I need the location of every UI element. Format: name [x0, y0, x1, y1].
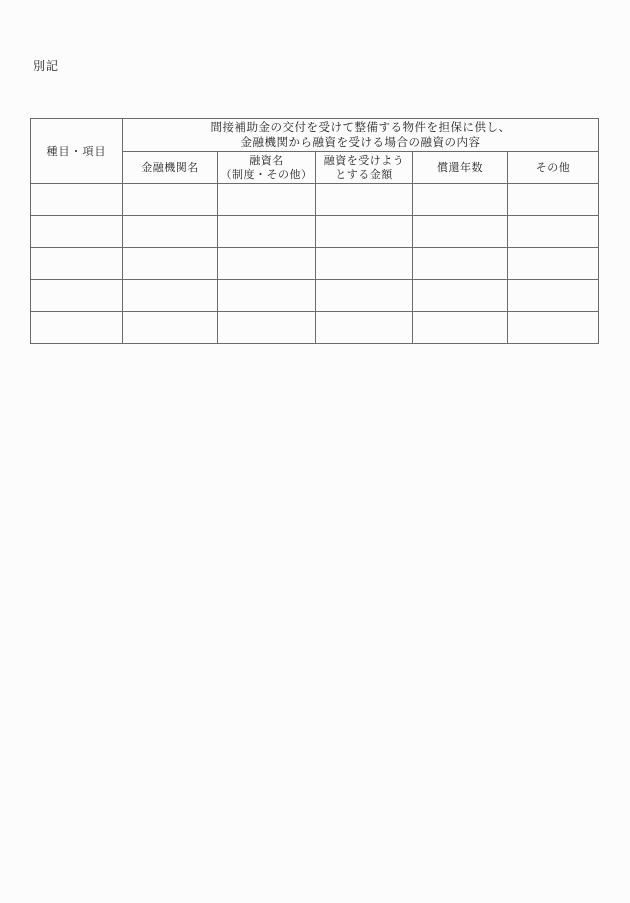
- table-cell: [218, 216, 316, 248]
- table-cell: [316, 248, 413, 280]
- table-cell: [413, 216, 508, 248]
- column-header-loan-amount: [316, 152, 413, 184]
- column-header-label: 融資を受けよう: [323, 153, 405, 167]
- table-cell: [31, 216, 123, 248]
- column-header-repayment-years: [413, 152, 508, 184]
- merged-header-cell: [123, 119, 599, 152]
- table-cell: [413, 280, 508, 312]
- column-header-financial-institution: [123, 152, 218, 184]
- table-row: [31, 184, 599, 216]
- table-cell: [508, 216, 599, 248]
- column-header-label: 金融機関名: [141, 160, 199, 174]
- table-row: [31, 216, 599, 248]
- column-header-label: （制度・その他）: [220, 167, 313, 181]
- header-row-top: [31, 119, 599, 152]
- table-header: [31, 119, 599, 184]
- table-cell: [508, 312, 599, 344]
- table-row: [31, 312, 599, 344]
- column-header-label: 償還年数: [437, 160, 483, 174]
- appendix-label: 別記: [33, 59, 60, 73]
- table-cell: [123, 248, 218, 280]
- table-cell: [123, 312, 218, 344]
- table-cell: [31, 184, 123, 216]
- table-cell: [413, 184, 508, 216]
- table-cell: [316, 312, 413, 344]
- table-cell: [508, 248, 599, 280]
- table-cell: [218, 280, 316, 312]
- table-cell: [218, 312, 316, 344]
- column-header-label: とする金額: [335, 167, 393, 181]
- column-header-label: 融資名: [249, 153, 284, 167]
- merged-header-line2: 金融機関から融資を受ける場合の融資の内容: [240, 135, 481, 149]
- loan-details-table: [30, 118, 599, 344]
- column-header-label: その他: [535, 160, 571, 174]
- table-cell: [316, 184, 413, 216]
- table-cell: [31, 312, 123, 344]
- table-row: [31, 280, 599, 312]
- table-cell: [123, 216, 218, 248]
- table-body: [31, 184, 599, 344]
- table-cell: [31, 280, 123, 312]
- table-cell: [123, 280, 218, 312]
- merged-header-line1: 間接補助金の交付を受けて整備する物件を担保に供し、: [210, 120, 511, 134]
- table-cell: [123, 184, 218, 216]
- column-header-loan-name: [218, 152, 316, 184]
- table-cell: [316, 280, 413, 312]
- corner-header-cell: 種目・項目: [31, 119, 123, 184]
- column-header-other: [508, 152, 599, 184]
- table-cell: [413, 248, 508, 280]
- table-cell: [413, 312, 508, 344]
- table-cell: [31, 248, 123, 280]
- table-cell: [218, 248, 316, 280]
- table-row: [31, 248, 599, 280]
- table-cell: [316, 216, 413, 248]
- table-cell: [508, 184, 599, 216]
- table-cell: [218, 184, 316, 216]
- table-cell: [508, 280, 599, 312]
